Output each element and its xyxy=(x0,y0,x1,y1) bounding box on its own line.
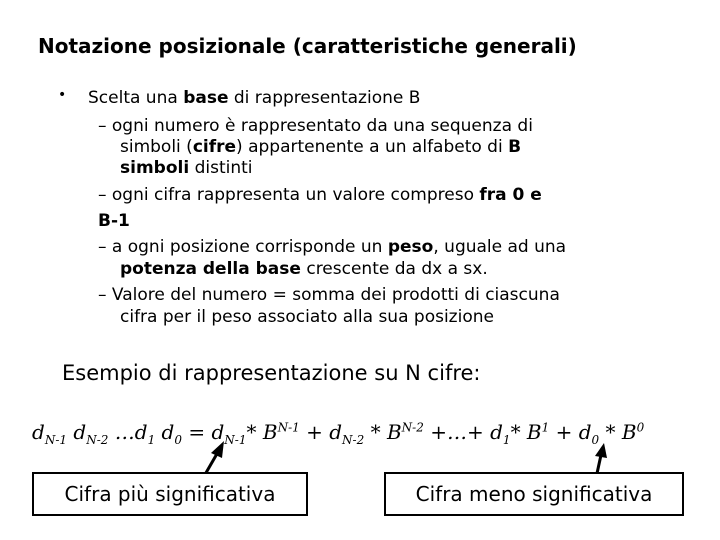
least-significant-label: Cifra meno significativa xyxy=(384,472,684,516)
formula-part: d xyxy=(67,420,87,444)
formula-sup: 1 xyxy=(541,420,550,435)
formula-sup: N-2 xyxy=(401,420,424,435)
main-point-bold: base xyxy=(183,88,229,108)
formula-part: + d xyxy=(299,420,343,444)
sub3-line1-b: , uguale ad una xyxy=(433,237,567,257)
sub3-line2-bold: potenza della base xyxy=(120,259,301,279)
sub1-line3-bold: simboli xyxy=(120,158,190,178)
formula-part: * B xyxy=(599,420,637,444)
sub1-line2-a: simboli ( xyxy=(120,137,193,157)
formula-part: d xyxy=(32,420,45,444)
sub1-line2-bold: cifre xyxy=(192,137,237,157)
formula-part: * B xyxy=(510,420,542,444)
sub2-line2-bold: B-1 xyxy=(98,211,130,231)
formula-part: + d xyxy=(549,420,592,444)
sub4-line2: cifra per il peso associato alla sua posizione xyxy=(120,307,494,327)
sub2-line1-a: – ogni cifra rappresenta un valore compreso xyxy=(98,185,480,205)
formula-sub: N-2 xyxy=(86,433,109,447)
formula-sub: 0 xyxy=(174,433,183,447)
sub3-line1-bold: peso xyxy=(387,237,434,257)
formula-sub: 1 xyxy=(147,433,156,447)
formula-sup: 0 xyxy=(636,420,645,435)
sub1-line3-b: distinti xyxy=(189,158,253,178)
formula-sub: N-2 xyxy=(342,433,365,447)
formula-part: d xyxy=(155,420,175,444)
slide-title: Notazione posizionale (caratteristiche generali) xyxy=(38,34,577,58)
most-significant-label: Cifra più significativa xyxy=(32,472,308,516)
sub4-line1: – Valore del numero = somma dei prodotti di ciascuna xyxy=(98,285,560,305)
formula-part: = d xyxy=(182,420,225,444)
formula-part: * B xyxy=(364,420,402,444)
formula-sub: N-1 xyxy=(224,433,247,447)
sub3-line2-b: crescente da dx a sx. xyxy=(300,259,488,279)
sub2-line1-bold: fra 0 e xyxy=(479,185,542,205)
main-point-text-a: Scelta una xyxy=(88,88,184,108)
formula-sub: N-1 xyxy=(44,433,68,447)
bullet-marker: • xyxy=(58,87,67,103)
formula-sub: 1 xyxy=(502,433,511,447)
sub1-line2-bold2: B xyxy=(508,137,522,157)
formula-part: * B xyxy=(246,420,278,444)
sub3-line1-a: – a ogni posizione corrisponde un xyxy=(98,237,388,257)
sub1-line2-b: ) appartenente a un alfabeto di xyxy=(236,137,509,157)
example-heading: Esempio di rappresentazione su N cifre: xyxy=(62,361,481,385)
formula-part: +…+ d xyxy=(423,420,503,444)
main-point-text-b: di rappresentazione B xyxy=(228,88,421,108)
formula-sub: 0 xyxy=(591,433,600,447)
formula-sup: N-1 xyxy=(277,420,300,435)
formula-part: …d xyxy=(108,420,148,444)
sub1-line1: – ogni numero è rappresentato da una sequenza di xyxy=(98,116,533,136)
